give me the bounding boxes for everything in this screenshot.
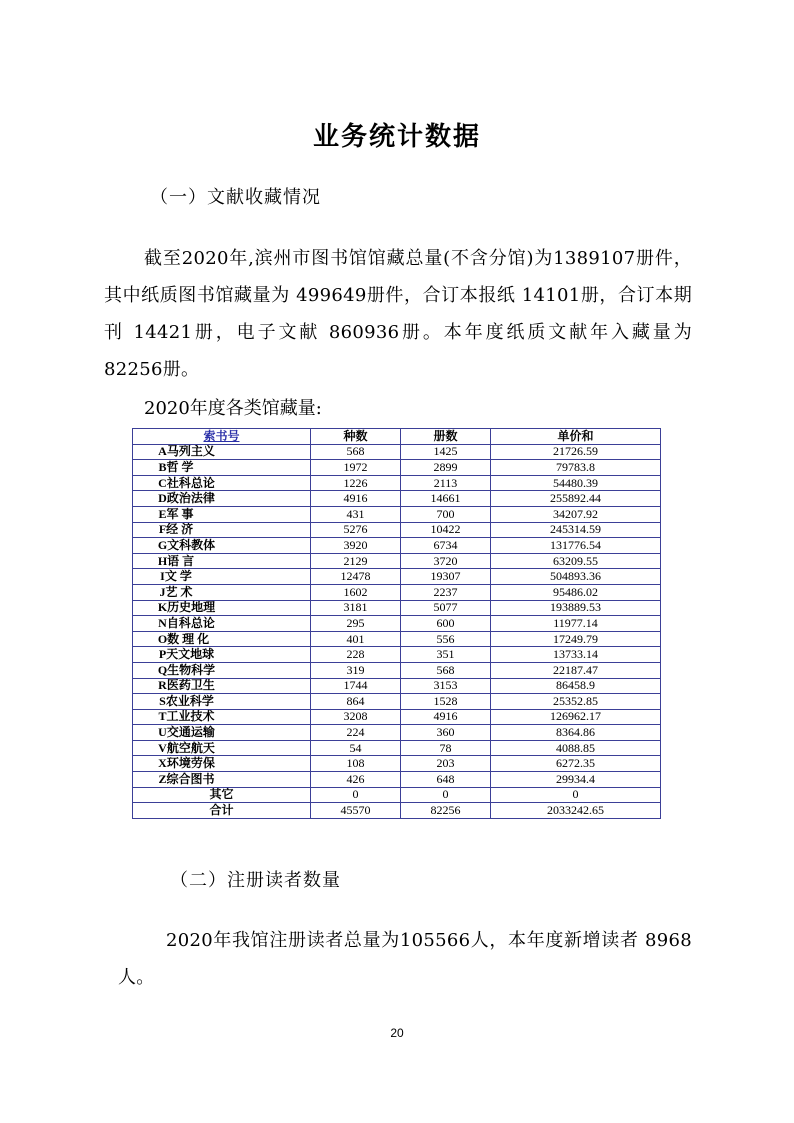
category-name: 政治法律 (166, 491, 215, 506)
category-code: Q (157, 662, 168, 677)
category-name: 合计 (209, 803, 234, 818)
cell-volumes: 203 (401, 756, 491, 772)
cell-volumes: 82256 (401, 803, 491, 819)
cell-kinds: 1972 (311, 460, 401, 476)
cell-kinds: 2129 (311, 553, 401, 569)
page-number: 20 (390, 1026, 404, 1040)
cell-price-sum: 29934.4 (491, 772, 661, 788)
cell-price-sum: 2033242.65 (491, 803, 661, 819)
cell-kinds: 54 (311, 740, 401, 756)
cell-kinds: 295 (311, 616, 401, 632)
category-name: 农业科学 (165, 693, 214, 708)
cell-price-sum: 6272.35 (491, 756, 661, 772)
cell-price-sum: 54480.39 (491, 475, 661, 491)
cell-category (133, 725, 311, 741)
cell-price-sum: 95486.02 (491, 584, 661, 600)
cell-price-sum: 86458.9 (491, 678, 661, 694)
cell-category (133, 584, 311, 600)
cell-price-sum: 193889.53 (491, 600, 661, 616)
cell-volumes: 2113 (401, 475, 491, 491)
header-volumes: 册数 (401, 429, 491, 445)
table-row (133, 506, 661, 522)
cell-category (133, 600, 311, 616)
category-name: 文 学 (164, 569, 192, 584)
cell-volumes: 568 (401, 662, 491, 678)
cell-category (133, 709, 311, 725)
cell-kinds: 5276 (311, 522, 401, 538)
table-row (133, 787, 661, 803)
cell-price-sum: 17249.79 (491, 631, 661, 647)
cell-kinds: 1602 (311, 584, 401, 600)
category-name: 生物科学 (167, 662, 216, 677)
table-row (133, 631, 661, 647)
cell-category (133, 694, 311, 710)
cell-price-sum: 21726.59 (491, 444, 661, 460)
header-price-sum: 单价和 (491, 429, 661, 445)
cell-category (133, 662, 311, 678)
cell-price-sum: 0 (491, 787, 661, 803)
category-code: O (157, 631, 168, 646)
table-caption: 2020年度各类馆藏量: (144, 398, 322, 419)
cell-price-sum: 22187.47 (491, 662, 661, 678)
table-row (133, 694, 661, 710)
category-name: 天文地球 (166, 647, 215, 662)
section-heading-readers: （二）注册读者数量 (170, 870, 341, 891)
table-row (133, 538, 661, 554)
category-code: D (158, 491, 167, 506)
table-row (133, 709, 661, 725)
category-name: 环境劳保 (166, 756, 215, 771)
category-name: 经 济 (166, 522, 194, 537)
cell-kinds: 426 (311, 772, 401, 788)
table-row (133, 772, 661, 788)
cell-volumes: 2899 (401, 460, 491, 476)
cell-volumes: 19307 (401, 569, 491, 585)
cell-kinds: 864 (311, 694, 401, 710)
cell-volumes: 2237 (401, 584, 491, 600)
cell-volumes: 1425 (401, 444, 491, 460)
category-name: 数 理 化 (167, 631, 210, 646)
category-code: J (159, 584, 166, 599)
table-header-row (133, 429, 661, 445)
cell-kinds: 3208 (311, 709, 401, 725)
cell-volumes: 5077 (401, 600, 491, 616)
cell-price-sum: 131776.54 (491, 538, 661, 554)
cell-category (133, 740, 311, 756)
category-code: E (158, 506, 167, 521)
table-body (133, 444, 661, 818)
cell-kinds: 1226 (311, 475, 401, 491)
cell-volumes: 600 (401, 616, 491, 632)
cell-volumes: 10422 (401, 522, 491, 538)
table-row (133, 584, 661, 600)
cell-price-sum: 11977.14 (491, 616, 661, 632)
cell-volumes: 3153 (401, 678, 491, 694)
category-name: 语 言 (167, 553, 195, 568)
cell-volumes: 700 (401, 506, 491, 522)
table-row (133, 444, 661, 460)
category-code: A (158, 444, 167, 459)
cell-category (133, 803, 311, 819)
cell-kinds: 228 (311, 647, 401, 663)
table-row (133, 491, 661, 507)
cell-kinds: 319 (311, 662, 401, 678)
cell-volumes: 351 (401, 647, 491, 663)
table-row (133, 803, 661, 819)
table-row (133, 662, 661, 678)
table-row (133, 553, 661, 569)
category-code: I (160, 569, 165, 584)
cell-kinds: 1744 (311, 678, 401, 694)
category-code: G (157, 537, 168, 552)
category-code: X (158, 756, 167, 771)
category-code: B (158, 459, 167, 474)
cell-category (133, 756, 311, 772)
cell-category (133, 522, 311, 538)
table-row (133, 460, 661, 476)
table-row (133, 647, 661, 663)
cell-category (133, 569, 311, 585)
cell-category (133, 553, 311, 569)
cell-kinds: 4916 (311, 491, 401, 507)
category-code: V (158, 740, 167, 755)
section-heading-collection: （一）文献收藏情况 (150, 187, 321, 208)
cell-category (133, 475, 311, 491)
cell-category (133, 616, 311, 632)
category-name: 历史地理 (167, 600, 216, 615)
category-name: 工业技术 (166, 709, 215, 724)
category-code: N (158, 615, 167, 630)
cell-category (133, 678, 311, 694)
category-code: U (158, 725, 167, 740)
collection-paragraph: 截至2020年,滨州市图书馆馆藏总量(不含分馆)为1389107册件，其中纸质图书馆藏量为 499649册件，合订本报纸 14101册，合订本期刊 14421册，电子文献 860936册。本年度纸质文献年入藏量为 82256册。 (104, 248, 692, 380)
table-row (133, 600, 661, 616)
cell-volumes: 3720 (401, 553, 491, 569)
category-code: T (158, 709, 167, 724)
cell-price-sum: 34207.92 (491, 506, 661, 522)
header-kinds: 种数 (311, 429, 401, 445)
category-name: 自科总论 (166, 615, 215, 630)
cell-category (133, 538, 311, 554)
category-code: R (158, 678, 167, 693)
category-name: 航空航天 (166, 740, 215, 755)
category-name: 其它 (209, 787, 234, 802)
category-name: 艺 术 (165, 584, 193, 599)
category-name: 马列主义 (166, 444, 215, 459)
cell-volumes: 4916 (401, 709, 491, 725)
cell-price-sum: 63209.55 (491, 553, 661, 569)
cell-kinds: 108 (311, 756, 401, 772)
category-code: Z (158, 771, 167, 786)
cell-kinds: 0 (311, 787, 401, 803)
cell-price-sum: 504893.36 (491, 569, 661, 585)
page-title: 业务统计数据 (312, 122, 481, 152)
cell-category (133, 506, 311, 522)
cell-volumes: 6734 (401, 538, 491, 554)
category-name: 军 事 (166, 506, 194, 521)
cell-kinds: 568 (311, 444, 401, 460)
cell-category (133, 444, 311, 460)
table-row (133, 569, 661, 585)
cell-volumes: 1528 (401, 694, 491, 710)
cell-category (133, 460, 311, 476)
category-code: H (157, 553, 168, 568)
cell-kinds: 401 (311, 631, 401, 647)
header-call-number[interactable]: 索书号 (133, 429, 311, 445)
cell-kinds: 3181 (311, 600, 401, 616)
cell-volumes: 648 (401, 772, 491, 788)
cell-volumes: 14661 (401, 491, 491, 507)
cell-volumes: 360 (401, 725, 491, 741)
cell-kinds: 12478 (311, 569, 401, 585)
readers-paragraph: 2020年我馆注册读者总量为105566人，本年度新增读者 8968人。 (118, 930, 692, 988)
cell-kinds: 45570 (311, 803, 401, 819)
collection-stats-table (132, 428, 661, 819)
table-row (133, 678, 661, 694)
category-name: 交通运输 (166, 725, 215, 740)
cell-category (133, 491, 311, 507)
table-row (133, 740, 661, 756)
cell-volumes: 78 (401, 740, 491, 756)
cell-category (133, 772, 311, 788)
cell-kinds: 3920 (311, 538, 401, 554)
category-name: 文科教体 (167, 537, 216, 552)
cell-category (133, 647, 311, 663)
table-row (133, 475, 661, 491)
cell-price-sum: 13733.14 (491, 647, 661, 663)
cell-kinds: 431 (311, 506, 401, 522)
table-row (133, 725, 661, 741)
cell-price-sum: 79783.8 (491, 460, 661, 476)
category-name: 社科总论 (166, 475, 215, 490)
category-name: 医药卫生 (166, 678, 215, 693)
cell-price-sum: 4088.85 (491, 740, 661, 756)
cell-volumes: 0 (401, 787, 491, 803)
cell-category (133, 787, 311, 803)
cell-volumes: 556 (401, 631, 491, 647)
cell-price-sum: 255892.44 (491, 491, 661, 507)
cell-price-sum: 25352.85 (491, 694, 661, 710)
category-name: 哲 学 (166, 459, 194, 474)
cell-price-sum: 8364.86 (491, 725, 661, 741)
table-row (133, 756, 661, 772)
cell-kinds: 224 (311, 725, 401, 741)
category-code: K (157, 600, 168, 615)
category-code: C (158, 475, 167, 490)
table-row (133, 616, 661, 632)
cell-price-sum: 245314.59 (491, 522, 661, 538)
category-code: S (159, 693, 166, 708)
category-name: 综合图书 (166, 771, 215, 786)
category-code: F (158, 522, 167, 537)
category-code: P (158, 647, 167, 662)
table-row (133, 522, 661, 538)
cell-price-sum: 126962.17 (491, 709, 661, 725)
cell-category (133, 631, 311, 647)
